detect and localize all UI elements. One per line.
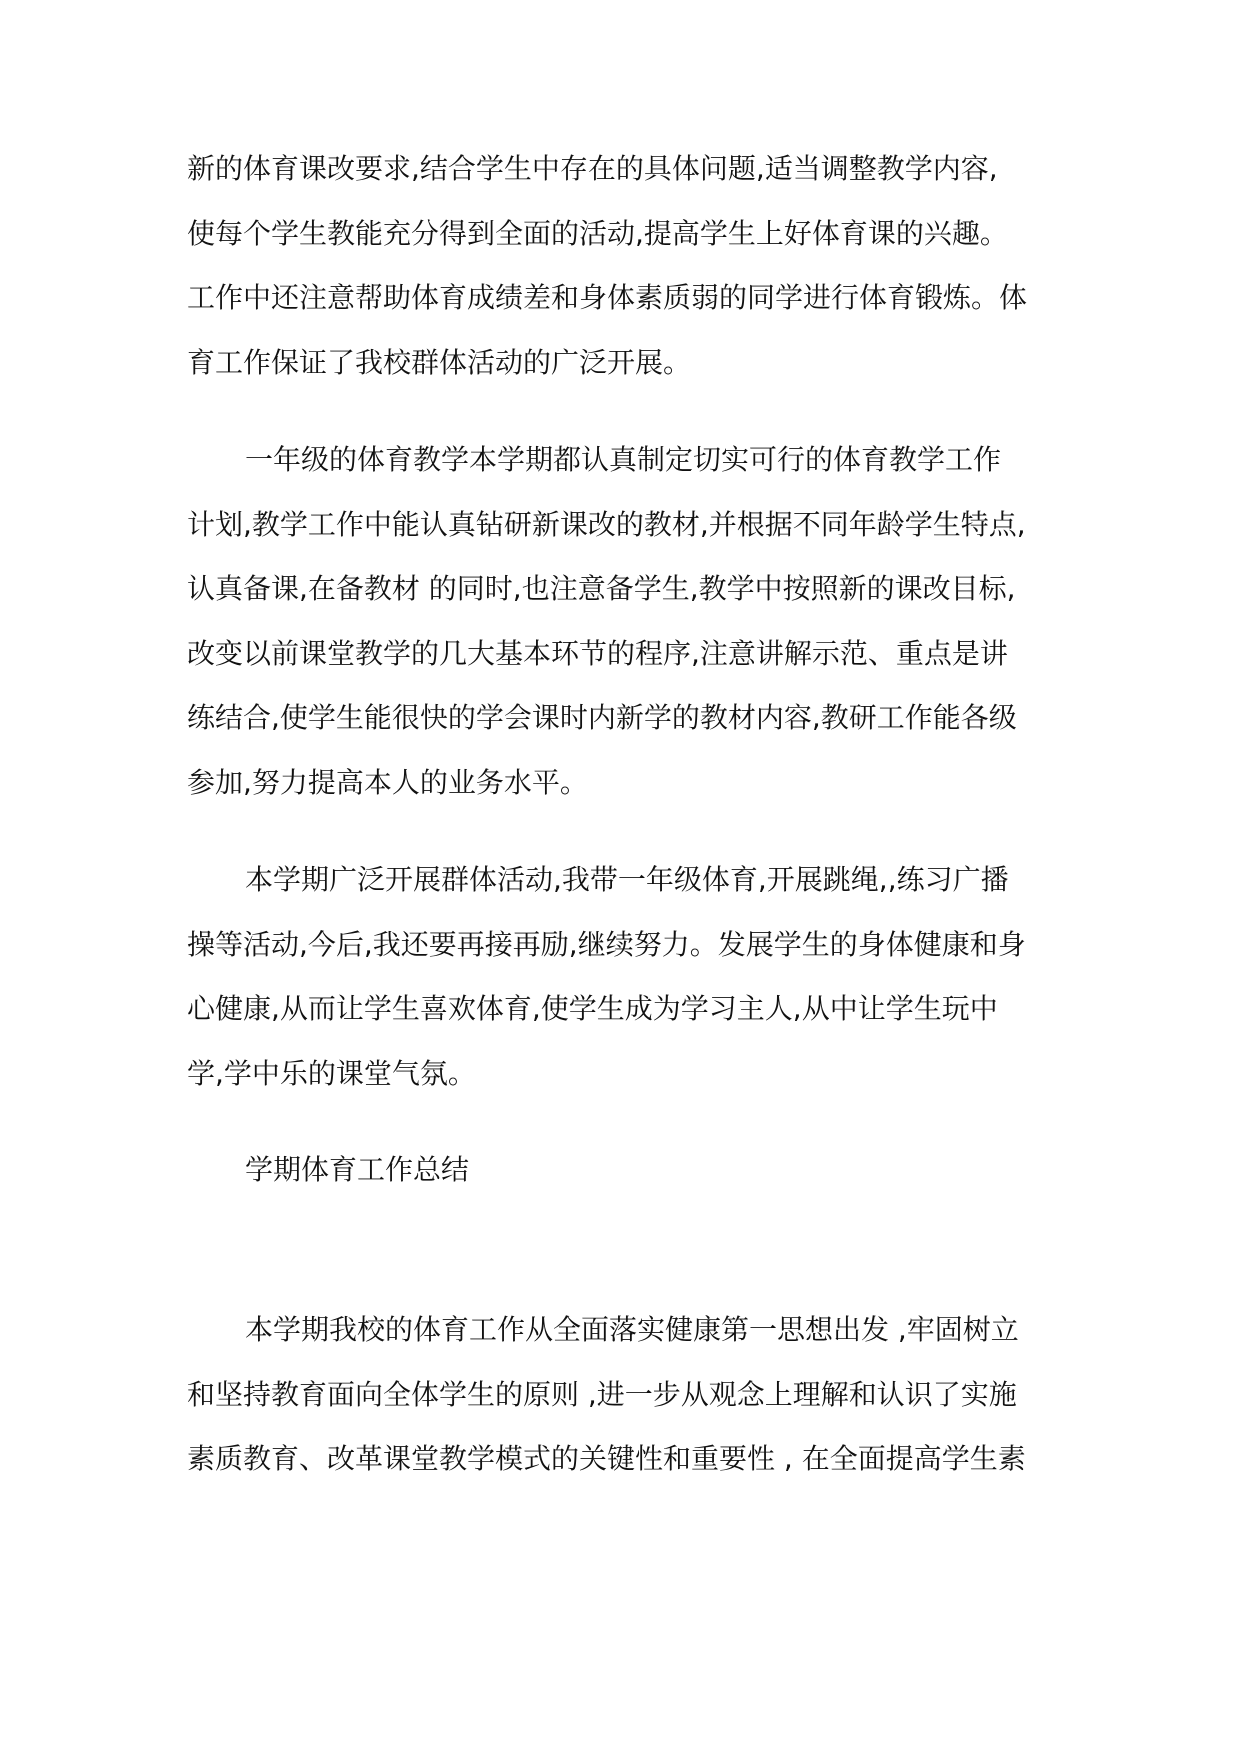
paragraph-3	[187, 848, 1055, 1106]
paragraph-line: 本学期广泛开展群体活动,我带一年级体育,开展跳绳,,练习广播	[245, 863, 1009, 896]
paragraph-line: 本学期我校的体育工作从全面落实健康第一思想出发 ,牢固树立	[245, 1313, 1019, 1346]
paragraph-1	[187, 137, 1055, 395]
paragraph-line: 新的体育课改要求,结合学生中存在的具体问题,适当调整教学内容,	[187, 152, 998, 185]
paragraph-line: 计划,教学工作中能认真钻研新课改的教材,并根据不同年龄学生特点,	[187, 507, 1026, 541]
paragraph-5	[187, 1298, 1055, 1492]
paragraph-line: 改变以前课堂教学的几大基本环节的程序,注意讲解示范、重点是讲	[187, 636, 1008, 670]
section-title-text: 学期体育工作总结	[245, 1153, 470, 1186]
paragraph-line: 认真备课,在备教材 的同时,也注意备学生,教学中按照新的课改目标,	[187, 572, 1016, 605]
paragraph-line: 使每个学生教能充分得到全面的活动,提高学生上好体育课的兴趣。	[187, 216, 1008, 250]
paragraph-line: 育工作保证了我校群体活动的广泛开展。	[187, 345, 692, 379]
section-title	[187, 1138, 1055, 1203]
paragraph-line: 素质教育、改革课堂教学模式的关键性和重要性 , 在全面提高学生素	[187, 1442, 1026, 1475]
paragraph-line: 和坚持教育面向全体学生的原则 ,进一步从观念上理解和认识了实施	[187, 1377, 1017, 1411]
paragraph-line: 参加,努力提高本人的业务水平。	[187, 765, 588, 799]
paragraph-line: 心健康,从而让学生喜欢体育,使学生成为学习主人,从中让学生玩中	[187, 992, 998, 1025]
paragraph-line: 工作中还注意帮助体育成绩差和身体素质弱的同学进行体育锻炼。体	[187, 281, 1028, 314]
paragraph-line: 学,学中乐的课堂气氛。	[187, 1056, 476, 1090]
paragraph-2	[187, 428, 1055, 815]
paragraph-line: 操等活动,今后,我还要再接再励,继续努力。发展学生的身体健康和身	[187, 927, 1026, 961]
paragraph-line: 练结合,使学生能很快的学会课时内新学的教材内容,教研工作能各级	[187, 701, 1017, 734]
paragraph-line: 一年级的体育教学本学期都认真制定切实可行的体育教学工作	[245, 443, 1002, 476]
